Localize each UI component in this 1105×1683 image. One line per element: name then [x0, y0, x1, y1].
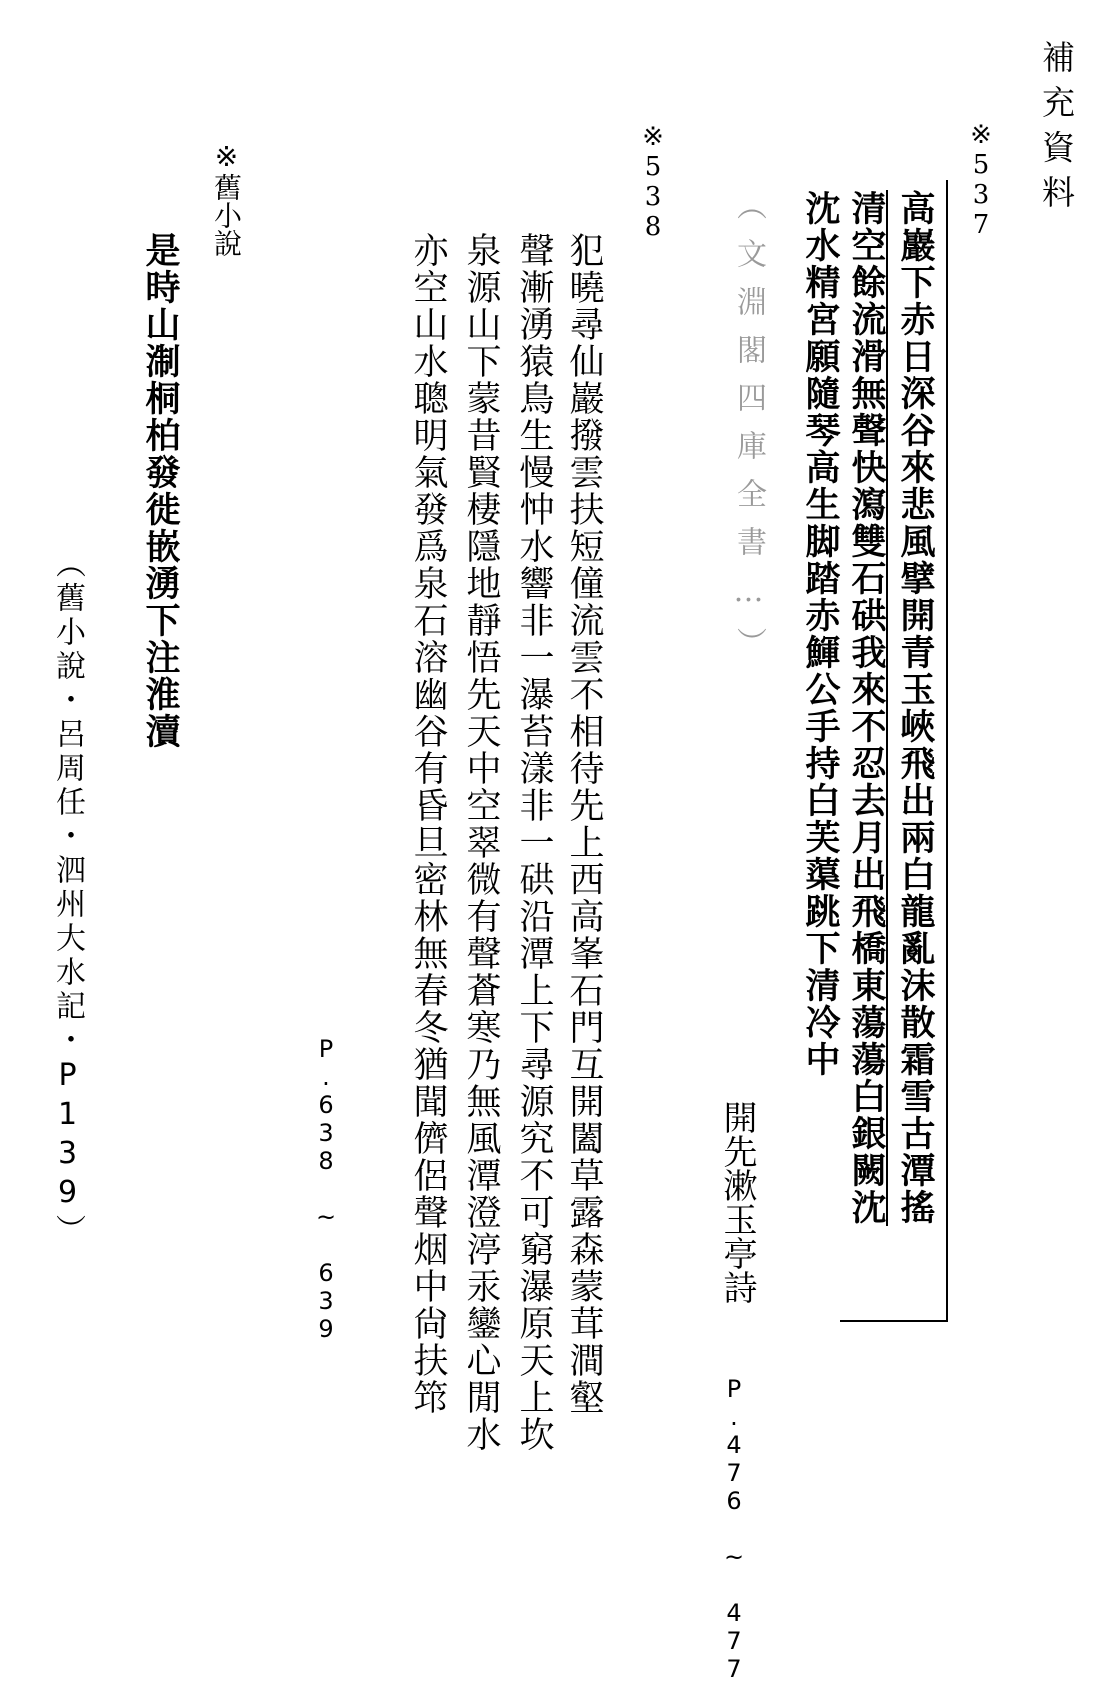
item-538-line-4: 亦空山水聰明氣發爲泉石溶幽谷有昏旦密林無春冬猶聞儕侶聲烟中尙扶筇 [408, 232, 448, 1416]
item-537-line-3: 沈水精宮願隨琴高生脚踏赤鯶公手持白芙蕖跳下清冷中 [800, 190, 841, 1078]
item-538-line-3: 泉源山下蒙昔賢棲隱地靜悟先天中空翠微有聲蒼寒乃無風潭澄渟汞鑾心閒水 [461, 232, 501, 1453]
item-537-line-2: 清空餘流滑無聲快瀉雙石硔我來不忍去月出飛橋東蕩蕩白銀闕沈 [846, 190, 887, 1226]
item-old-fiction-line: 是時山淛桐柏發徙嵌湧下注淮瀆 [140, 232, 181, 750]
item-537-citation-title: 開先漱玉亭詩 [717, 1100, 757, 1304]
item-537-mark: ※537 [966, 120, 996, 240]
item-538-line-1: 犯曉尋仙巖撥雲扶短僮流雲不相待先上西高峯石門互開闔草露森蒙茸澗壑 [564, 232, 604, 1416]
item-537-rule [946, 180, 948, 1320]
section-title: 補充資料 [1037, 40, 1076, 220]
item-538-mark: ※538 [638, 122, 668, 242]
item-537-citation-page: P.476 ~ 477 [720, 1375, 748, 1683]
item-537-source-faint: （文淵閣四庫全書…） [731, 190, 766, 675]
item-538-citation-page: P.638 ~ 639 [312, 1035, 340, 1343]
item-537-line-1: 高巖下赤日深谷來悲風擘開青玉峽飛出兩白龍亂沫散霜雪古潭搖 [895, 190, 936, 1226]
item-538-line-2: 聲漸湧猿鳥生慢忡水響非一瀑苔漾非一硔沿潭上下尋源究不可窮瀑原天上坎 [514, 232, 554, 1453]
item-537-rule-bottom [840, 1320, 948, 1322]
item-old-fiction-citation: （舊小說・呂周任・泗州大水記・P139） [50, 548, 85, 1248]
item-old-fiction-mark: ※舊小說 [210, 140, 243, 257]
